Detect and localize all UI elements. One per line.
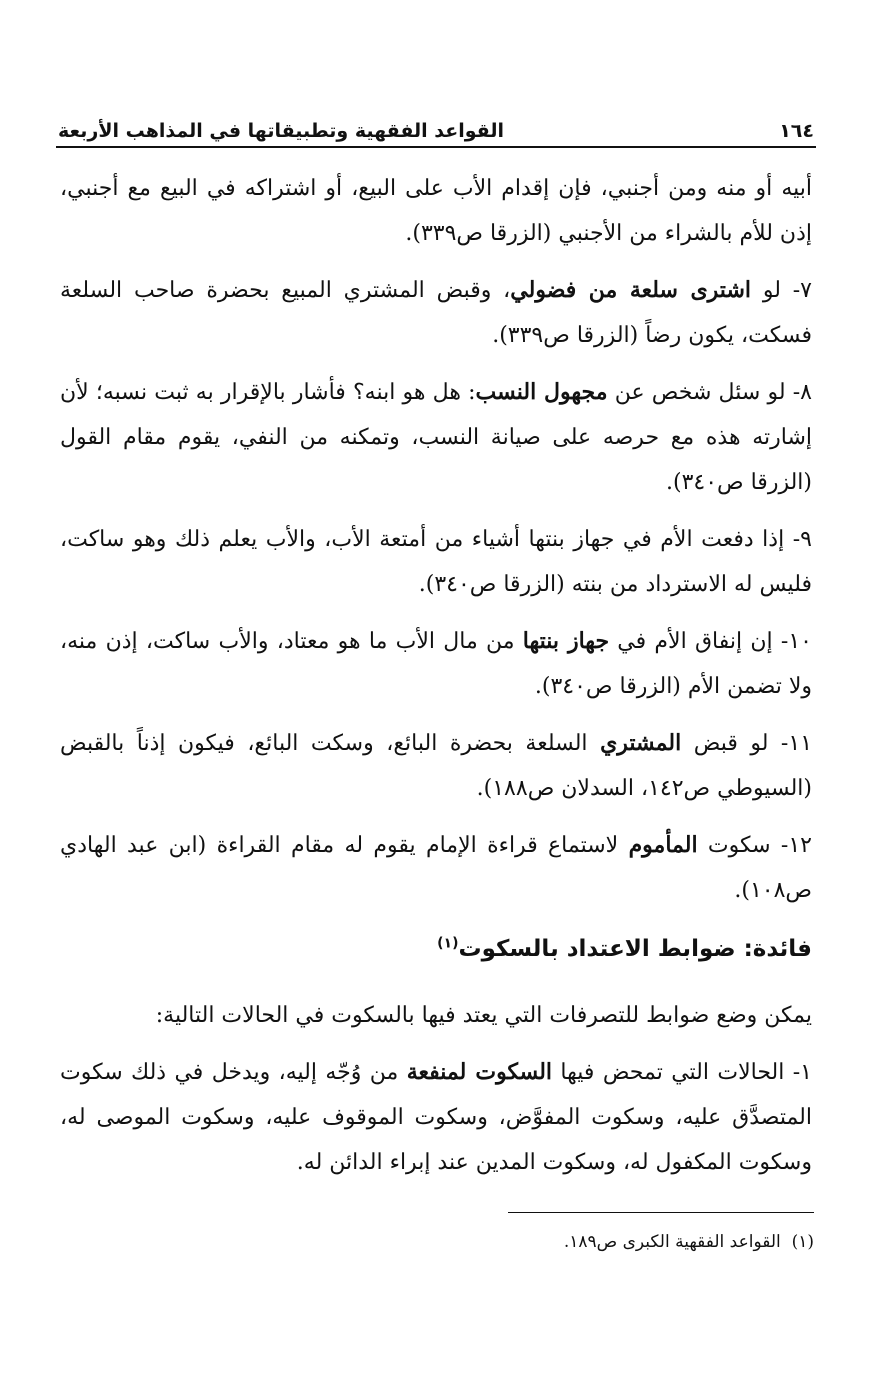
bold-phrase: السكوت لمنفعة xyxy=(406,1059,553,1085)
footnote-marker: (١) xyxy=(437,935,459,952)
paragraph-item-10: ١٠- إن إنفاق الأم في جهاز بنتها من مال الأب ما هو معتاد، والأب ساكت، إذن منه، ولا تضمن الأم (الزرقا ص٣٤٠). xyxy=(60,628,812,699)
bold-phrase: اشترى سلعة من فضولي xyxy=(510,277,751,303)
paragraph-continuation: أبيه أو منه ومن أجنبي، فإن إقدام الأب على البيع، أو اشتراكه في البيع مع أجنبي، إذن للأم بالشراء من الأجنبي (الزرقا ص٣٣٩). xyxy=(60,176,812,246)
footnote-number: (١) xyxy=(791,1232,814,1252)
page-header xyxy=(58,108,814,142)
section-heading: فائدة: ضوابط الاعتداد بالسكوت$^{(١)}$ xyxy=(437,935,812,962)
paragraph-item-7: ٧- لو اشترى سلعة من فضولي، وقبض المشتري المبيع بحضرة صاحب السلعة فسكت، يكون رضاً (الزرقا ص٣٣٩). xyxy=(60,277,812,348)
running-title: القواعد الفقهية وتطبيقاتها في المذاهب الأربعة xyxy=(58,120,504,142)
paragraph-item-9: ٩- إذا دفعت الأم في جهاز بنتها أشياء من أمتعة الأب، والأب يعلم ذلك وهو ساكت، فليس له الاسترداد من بنته (الزرقا ص٣٤٠). xyxy=(60,527,812,597)
paragraph-rule-1: ١- الحالات التي تمحض فيها السكوت لمنفعة من وُجّه إليه، ويدخل في ذلك سكوت المتصدَّق عليه، وسكوت المفوَّض، وسكوت الموقوف عليه، وسكوت الموصى له، وسكوت المكفول له، وسكوت المدين عند إبراء الدائن له. xyxy=(60,1059,812,1175)
bold-phrase: مجهول النسب xyxy=(475,379,608,405)
footnote xyxy=(400,1228,814,1256)
bold-phrase: جهاز بنتها xyxy=(522,628,610,654)
page-body xyxy=(60,166,812,1197)
bold-phrase: المأموم xyxy=(628,832,698,858)
footnote-text: القواعد الفقهية الكبرى ص١٨٩. xyxy=(563,1232,781,1252)
paragraph-item-8: ٨- لو سئل شخص عن مجهول النسب: هل هو ابنه؟ فأشار بالإقرار به ثبت نسبه؛ لأن إشارته هذه مع حرصه على صيانة النسب، وتمكنه من النفي، يقوم مقام القول (الزرقا ص٣٤٠). xyxy=(60,379,812,495)
paragraph-item-12: ١٢- سكوت المأموم لاستماع قراءة الإمام يقوم له مقام القراءة (ابن عبد الهادي ص١٠٨). xyxy=(60,832,812,903)
header-rule xyxy=(56,146,816,148)
intro-paragraph: يمكن وضع ضوابط للتصرفات التي يعتد فيها بالسكوت في الحالات التالية: xyxy=(155,1003,812,1028)
paragraph-item-11: ١١- لو قبض المشتري السلعة بحضرة البائع، وسكت البائع، فيكون إذناً بالقبض (السيوطي ص١٤٢، السدلان ص١٨٨). xyxy=(60,730,813,801)
bold-phrase: المشتري xyxy=(600,730,682,756)
page-number: ١٦٤ xyxy=(779,120,814,142)
footnote-rule xyxy=(508,1212,814,1213)
